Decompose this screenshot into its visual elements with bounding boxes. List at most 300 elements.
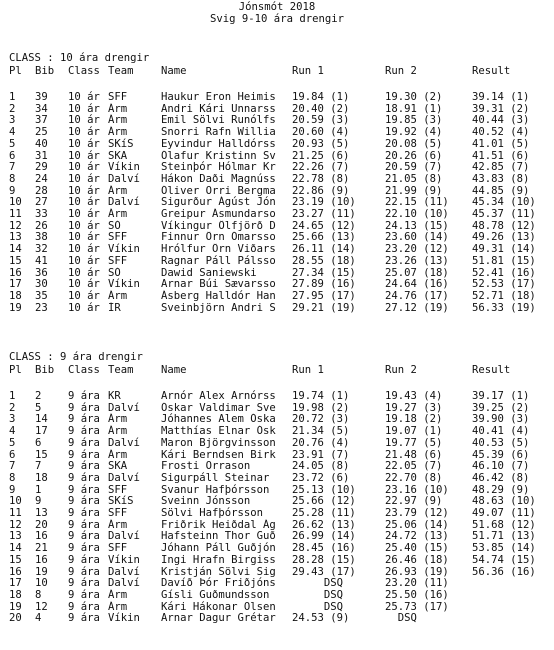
cell-name: Víkingur Ölfjörð D [161,219,276,232]
table-row [0,449,554,460]
cell-result: 49.26 (13) [472,231,536,244]
cell-name: Hákon Daði Magnúss [161,172,276,185]
table-row [0,114,554,125]
cell-run1: 21.25 (6) [292,149,350,162]
cell-team: SFF [108,91,128,103]
cell-class: 10 ár [68,126,100,139]
document-subtitle: Svig 9-10 ára drengir [210,13,344,25]
cell-bib: 16 [35,530,48,543]
cell-run2: 23.26 (13) [385,254,449,267]
cell-run2: 27.12 (19) [385,301,449,314]
cell-team: SKA [108,460,128,473]
cell-pl: 14 [9,243,22,256]
column-header-class: Class [68,65,100,77]
cell-name: Óliver Orri Bergma [161,184,276,197]
cell-pl: 10 [9,495,22,508]
cell-team: Víkin [108,553,140,566]
cell-result: 51.81 (15) [472,254,536,267]
cell-bib: 6 [35,436,42,449]
cell-pl: 11 [9,507,22,519]
cell-team: Víkin [108,612,140,625]
cell-result: 42.85 (7) [472,161,530,174]
cell-bib: 21 [35,542,48,555]
cell-run1: 22.78 (8) [292,172,350,185]
cell-run2: 20.08 (5) [385,137,443,150]
cell-class: 10 ár [68,266,100,279]
column-header-result: Result [472,65,511,77]
cell-pl: 1 [9,390,16,402]
cell-bib: 35 [35,289,48,302]
cell-team: Árm [108,114,128,127]
cell-bib: 34 [35,102,48,115]
cell-run1: 29.21 (19) [292,301,356,314]
cell-run1: 28.28 (15) [292,553,356,566]
cell-class: 9 ára [68,588,100,601]
cell-run1: 27.89 (16) [292,278,356,291]
cell-pl: 19 [9,301,22,314]
cell-name: Kári Hákonar Olsen [161,600,276,613]
cell-run1: 28.45 (16) [292,542,356,555]
cell-bib: 24 [35,172,48,185]
cell-run2: 24.64 (16) [385,278,449,291]
table-row [0,161,554,172]
document-title: Jónsmót 2018 [238,1,316,13]
table-row [0,495,554,506]
cell-name: Gísli Guðmundsson [161,588,270,601]
cell-pl: 7 [9,161,16,174]
cell-run1: 25.66 (13) [292,231,356,244]
cell-bib: 39 [35,91,48,103]
cell-run1: 21.34 (5) [292,425,350,438]
cell-result: 48.78 (12) [472,219,536,232]
cell-run2: 25.40 (15) [385,542,449,555]
cell-run1: 23.27 (11) [292,208,356,220]
cell-pl: 16 [9,565,22,578]
cell-result: 45.37 (11) [472,208,536,220]
cell-run2: 19.92 (4) [385,126,443,139]
cell-team: Víkin [108,161,140,174]
cell-bib: 38 [35,231,48,244]
cell-run1: 22.86 (9) [292,184,350,197]
cell-run1: 20.40 (2) [292,102,350,115]
cell-pl: 6 [9,149,16,162]
cell-run2: 21.48 (6) [385,448,443,461]
cell-result: 49.31 (14) [472,243,536,256]
table-row [0,302,554,313]
table-row [0,554,554,565]
table-row [0,484,554,495]
cell-result: 39.31 (2) [472,102,530,115]
cell-name: Greipur Ásmundarso [161,208,276,220]
cell-name: Friðrik Heiðdal Ág [161,518,276,531]
cell-run1: 20.72 (3) [292,413,350,426]
cell-run2: 22.15 (11) [385,196,449,209]
cell-result: 43.83 (8) [472,172,530,185]
cell-class: 9 ára [68,565,100,578]
cell-run1: 23.91 (7) [292,448,350,461]
cell-run2: 26.46 (18) [385,553,449,566]
cell-run2: 20.59 (7) [385,161,443,174]
column-header-run2: Run 2 [385,65,417,77]
cell-run2: 23.20 (12) [385,243,449,256]
cell-class: 10 ár [68,231,100,244]
cell-result: 52.71 (18) [472,289,536,302]
cell-class: 9 ára [68,612,100,625]
cell-pl: 15 [9,553,22,566]
cell-result: 39.14 (1) [472,91,530,103]
cell-team: Dalví [108,436,140,449]
table-row [0,103,554,114]
cell-run1: 19.74 (1) [292,390,350,402]
cell-pl: 5 [9,436,16,449]
table-row [0,413,554,424]
cell-run1: DSQ [292,600,344,613]
cell-result: 39.17 (1) [472,390,530,402]
cell-bib: 10 [35,577,48,590]
cell-result: 41.51 (6) [472,149,530,162]
cell-run2: 25.07 (18) [385,266,449,279]
cell-run1: 19.98 (2) [292,401,350,414]
cell-class: 10 ár [68,149,100,162]
cell-class: 9 ára [68,600,100,613]
cell-run1: 26.99 (14) [292,530,356,543]
cell-pl: 2 [9,401,16,414]
cell-pl: 18 [9,289,22,302]
cell-name: Sigurður Ágúst Jón [161,196,276,209]
table-row [0,255,554,266]
cell-run2: 24.13 (15) [385,219,449,232]
cell-class: 10 ár [68,254,100,267]
cell-run2: 23.16 (10) [385,483,449,496]
table-row [0,150,554,161]
cell-result: 48.63 (10) [472,495,536,508]
cell-run1: 25.66 (12) [292,495,356,508]
cell-pl: 20 [9,612,22,625]
cell-name: Svanur Hafþórsson [161,483,270,496]
cell-team: SKA [108,149,128,162]
cell-team: Víkin [108,278,140,291]
table-row [0,390,554,401]
cell-name: Emil Sölvi Runólfs [161,114,276,127]
cell-bib: 4 [35,612,42,625]
cell-name: Haukur Eron Heimis [161,91,276,103]
cell-class: 10 ár [68,161,100,174]
cell-class: 10 ár [68,184,100,197]
cell-name: Eyvindur Halldórss [161,137,276,150]
cell-team: SKíS [108,137,134,150]
cell-run2: 23.60 (14) [385,231,449,244]
cell-team: SKíS [108,495,134,508]
cell-team: SFF [108,483,128,496]
cell-class: 9 ára [68,553,100,566]
cell-name: Ingi Hrafn Birgiss [161,553,276,566]
cell-class: 9 ára [68,542,100,555]
cell-bib: 5 [35,401,42,414]
cell-name: Sigurpáll Steinar [161,471,270,484]
cell-team: Árm [108,208,128,220]
cell-class: 10 ár [68,196,100,209]
cell-bib: 36 [35,266,48,279]
cell-pl: 9 [9,483,16,496]
cell-run2: DSQ [385,612,417,625]
cell-run1: 26.62 (13) [292,518,356,531]
cell-name: Ólafur Kristinn Sv [161,149,276,162]
cell-team: SFF [108,507,128,519]
cell-run2: 18.91 (1) [385,102,443,115]
cell-run2: 23.20 (11) [385,577,449,590]
cell-run1: DSQ [292,588,344,601]
cell-run1: 24.53 (9) [292,612,350,625]
cell-team: Árm [108,588,128,601]
cell-run1: 29.43 (17) [292,565,356,578]
table-row [0,589,554,600]
cell-bib: 30 [35,278,48,291]
cell-run1: 27.34 (15) [292,266,356,279]
cell-name: Kári Berndsen Birk [161,448,276,461]
column-header-result: Result [472,364,511,376]
cell-result: 52.53 (17) [472,278,536,291]
cell-run2: 22.05 (7) [385,460,443,473]
cell-class: 10 ár [68,91,100,103]
cell-pl: 7 [9,460,16,473]
cell-pl: 17 [9,577,22,590]
table-row [0,231,554,242]
cell-pl: 17 [9,278,22,291]
table-row [0,243,554,254]
column-header-row [0,65,554,76]
cell-run2: 24.72 (13) [385,530,449,543]
cell-bib: 8 [35,588,42,601]
cell-pl: 12 [9,518,22,531]
table-row [0,290,554,301]
cell-run2: 19.30 (2) [385,91,443,103]
cell-name: Sveinbjörn Andri S [161,301,276,314]
cell-result: 51.68 (12) [472,518,536,531]
cell-bib: 20 [35,518,48,531]
table-row [0,507,554,518]
cell-name: Dawid Saniewski [161,266,257,279]
table-row [0,126,554,137]
cell-run1: 24.05 (8) [292,460,350,473]
cell-result: 40.53 (5) [472,436,530,449]
column-header-team: Team [108,364,134,376]
cell-run1: 25.13 (10) [292,483,356,496]
cell-run2: 25.50 (16) [385,588,449,601]
cell-class: 9 ára [68,483,100,496]
cell-name: Sölvi Hafþórsson [161,507,264,519]
table-row [0,437,554,448]
cell-pl: 12 [9,219,22,232]
cell-name: Frosti Orrason [161,460,251,473]
cell-class: 9 ára [68,448,100,461]
cell-pl: 9 [9,184,16,197]
column-header-name: Name [161,65,187,77]
cell-pl: 14 [9,542,22,555]
column-header-team: Team [108,65,134,77]
cell-pl: 15 [9,254,22,267]
cell-bib: 18 [35,471,48,484]
class-label: CLASS : 10 ára drengir [9,52,150,64]
cell-bib: 12 [35,600,48,613]
cell-class: 10 ár [68,208,100,220]
cell-team: Árm [108,102,128,115]
cell-bib: 17 [35,425,48,438]
cell-run1: 20.60 (4) [292,126,350,139]
cell-name: Óskar Valdimar Sve [161,401,276,414]
table-row [0,402,554,413]
cell-name: Jóhannes Alem Óska [161,413,276,426]
cell-run2: 19.43 (4) [385,390,443,402]
column-header-class: Class [68,364,100,376]
column-header-name: Name [161,364,187,376]
cell-pl: 3 [9,413,16,426]
column-header-run1: Run 1 [292,364,324,376]
cell-class: 9 ára [68,413,100,426]
cell-run2: 19.07 (1) [385,425,443,438]
cell-class: 9 ára [68,518,100,531]
cell-team: Árm [108,184,128,197]
cell-class: 9 ára [68,471,100,484]
cell-name: Jóhann Páll Guðjón [161,542,276,555]
cell-pl: 3 [9,114,16,127]
cell-run2: 23.79 (12) [385,507,449,519]
cell-run1: 20.93 (5) [292,137,350,150]
cell-run1: 23.72 (6) [292,471,350,484]
column-header-run1: Run 1 [292,65,324,77]
cell-team: Árm [108,518,128,531]
cell-run1: 25.28 (11) [292,507,356,519]
table-row [0,267,554,278]
table-row [0,577,554,588]
cell-run2: 19.27 (3) [385,401,443,414]
cell-result: 41.01 (5) [472,137,530,150]
cell-class: 10 ár [68,172,100,185]
table-row [0,220,554,231]
cell-name: Andri Kári Unnarss [161,102,276,115]
column-header-run2: Run 2 [385,364,417,376]
cell-bib: 9 [35,495,42,508]
cell-result: 56.36 (16) [472,565,536,578]
cell-run1: 19.84 (1) [292,91,350,103]
column-header-row [0,364,554,375]
cell-bib: 32 [35,243,48,256]
cell-name: Davíð Þór Friðjóns [161,577,276,590]
cell-run2: 19.18 (2) [385,413,443,426]
cell-result: 46.10 (7) [472,460,530,473]
cell-run2: 20.26 (6) [385,149,443,162]
cell-run1: DSQ [292,577,344,590]
table-row [0,185,554,196]
cell-run1: 26.11 (14) [292,243,356,256]
cell-team: Dalví [108,196,140,209]
cell-team: SÓ [108,266,121,279]
cell-result: 56.33 (19) [472,301,536,314]
cell-run1: 27.95 (17) [292,289,356,302]
cell-bib: 15 [35,448,48,461]
cell-bib: 26 [35,219,48,232]
cell-run1: 24.65 (12) [292,219,356,232]
cell-run2: 25.06 (14) [385,518,449,531]
table-row [0,208,554,219]
cell-team: Árm [108,289,128,302]
cell-bib: 31 [35,149,48,162]
cell-class: 10 ár [68,219,100,232]
cell-bib: 27 [35,196,48,209]
cell-team: Dalví [108,565,140,578]
cell-run2: 22.70 (8) [385,471,443,484]
cell-class: 9 ára [68,530,100,543]
cell-class: 10 ár [68,289,100,302]
cell-team: SFF [108,254,128,267]
cell-run2: 19.77 (5) [385,436,443,449]
cell-pl: 6 [9,448,16,461]
cell-bib: 1 [35,483,42,496]
cell-result: 48.29 (9) [472,483,530,496]
cell-result: 51.71 (13) [472,530,536,543]
cell-bib: 28 [35,184,48,197]
cell-pl: 4 [9,126,16,139]
cell-class: 9 ára [68,460,100,473]
cell-pl: 5 [9,137,16,150]
cell-bib: 41 [35,254,48,267]
cell-bib: 23 [35,301,48,314]
cell-run1: 20.76 (4) [292,436,350,449]
cell-name: Steinþór Hólmar Kr [161,161,276,174]
cell-team: Árm [108,413,128,426]
cell-bib: 33 [35,208,48,220]
table-row [0,542,554,553]
cell-pl: 4 [9,425,16,438]
cell-result: 44.85 (9) [472,184,530,197]
cell-team: Árm [108,126,128,139]
cell-pl: 18 [9,588,22,601]
cell-pl: 16 [9,266,22,279]
cell-team: KR [108,390,121,402]
cell-pl: 8 [9,172,16,185]
cell-class: 10 ár [68,102,100,115]
cell-name: Hrólfur Örn Viðars [161,243,276,256]
class-label: CLASS : 9 ára drengir [9,351,143,363]
cell-class: 10 ár [68,114,100,127]
cell-result: 54.74 (15) [472,553,536,566]
cell-pl: 13 [9,231,22,244]
cell-run2: 21.05 (8) [385,172,443,185]
cell-run1: 28.55 (18) [292,254,356,267]
cell-team: SFF [108,542,128,555]
cell-team: Dalví [108,471,140,484]
cell-run1: 22.26 (7) [292,161,350,174]
cell-result: 46.42 (8) [472,471,530,484]
cell-class: 10 ár [68,278,100,291]
cell-run2: 25.73 (17) [385,600,449,613]
cell-team: SÓ [108,219,121,232]
cell-class: 9 ára [68,507,100,519]
cell-team: Dalví [108,401,140,414]
cell-name: Finnur Örn Ómarsso [161,231,276,244]
cell-pl: 10 [9,196,22,209]
cell-name: Maron Björgvinsson [161,436,276,449]
cell-result: 39.25 (2) [472,401,530,414]
table-row [0,472,554,483]
cell-run2: 19.85 (3) [385,114,443,127]
table-row [0,566,554,577]
cell-pl: 19 [9,600,22,613]
cell-bib: 16 [35,553,48,566]
cell-name: Kristján Sölvi Sig [161,565,276,578]
cell-result: 40.44 (3) [472,114,530,127]
cell-name: Arnar Búi Sævarsso [161,278,276,291]
cell-result: 45.34 (10) [472,196,536,209]
